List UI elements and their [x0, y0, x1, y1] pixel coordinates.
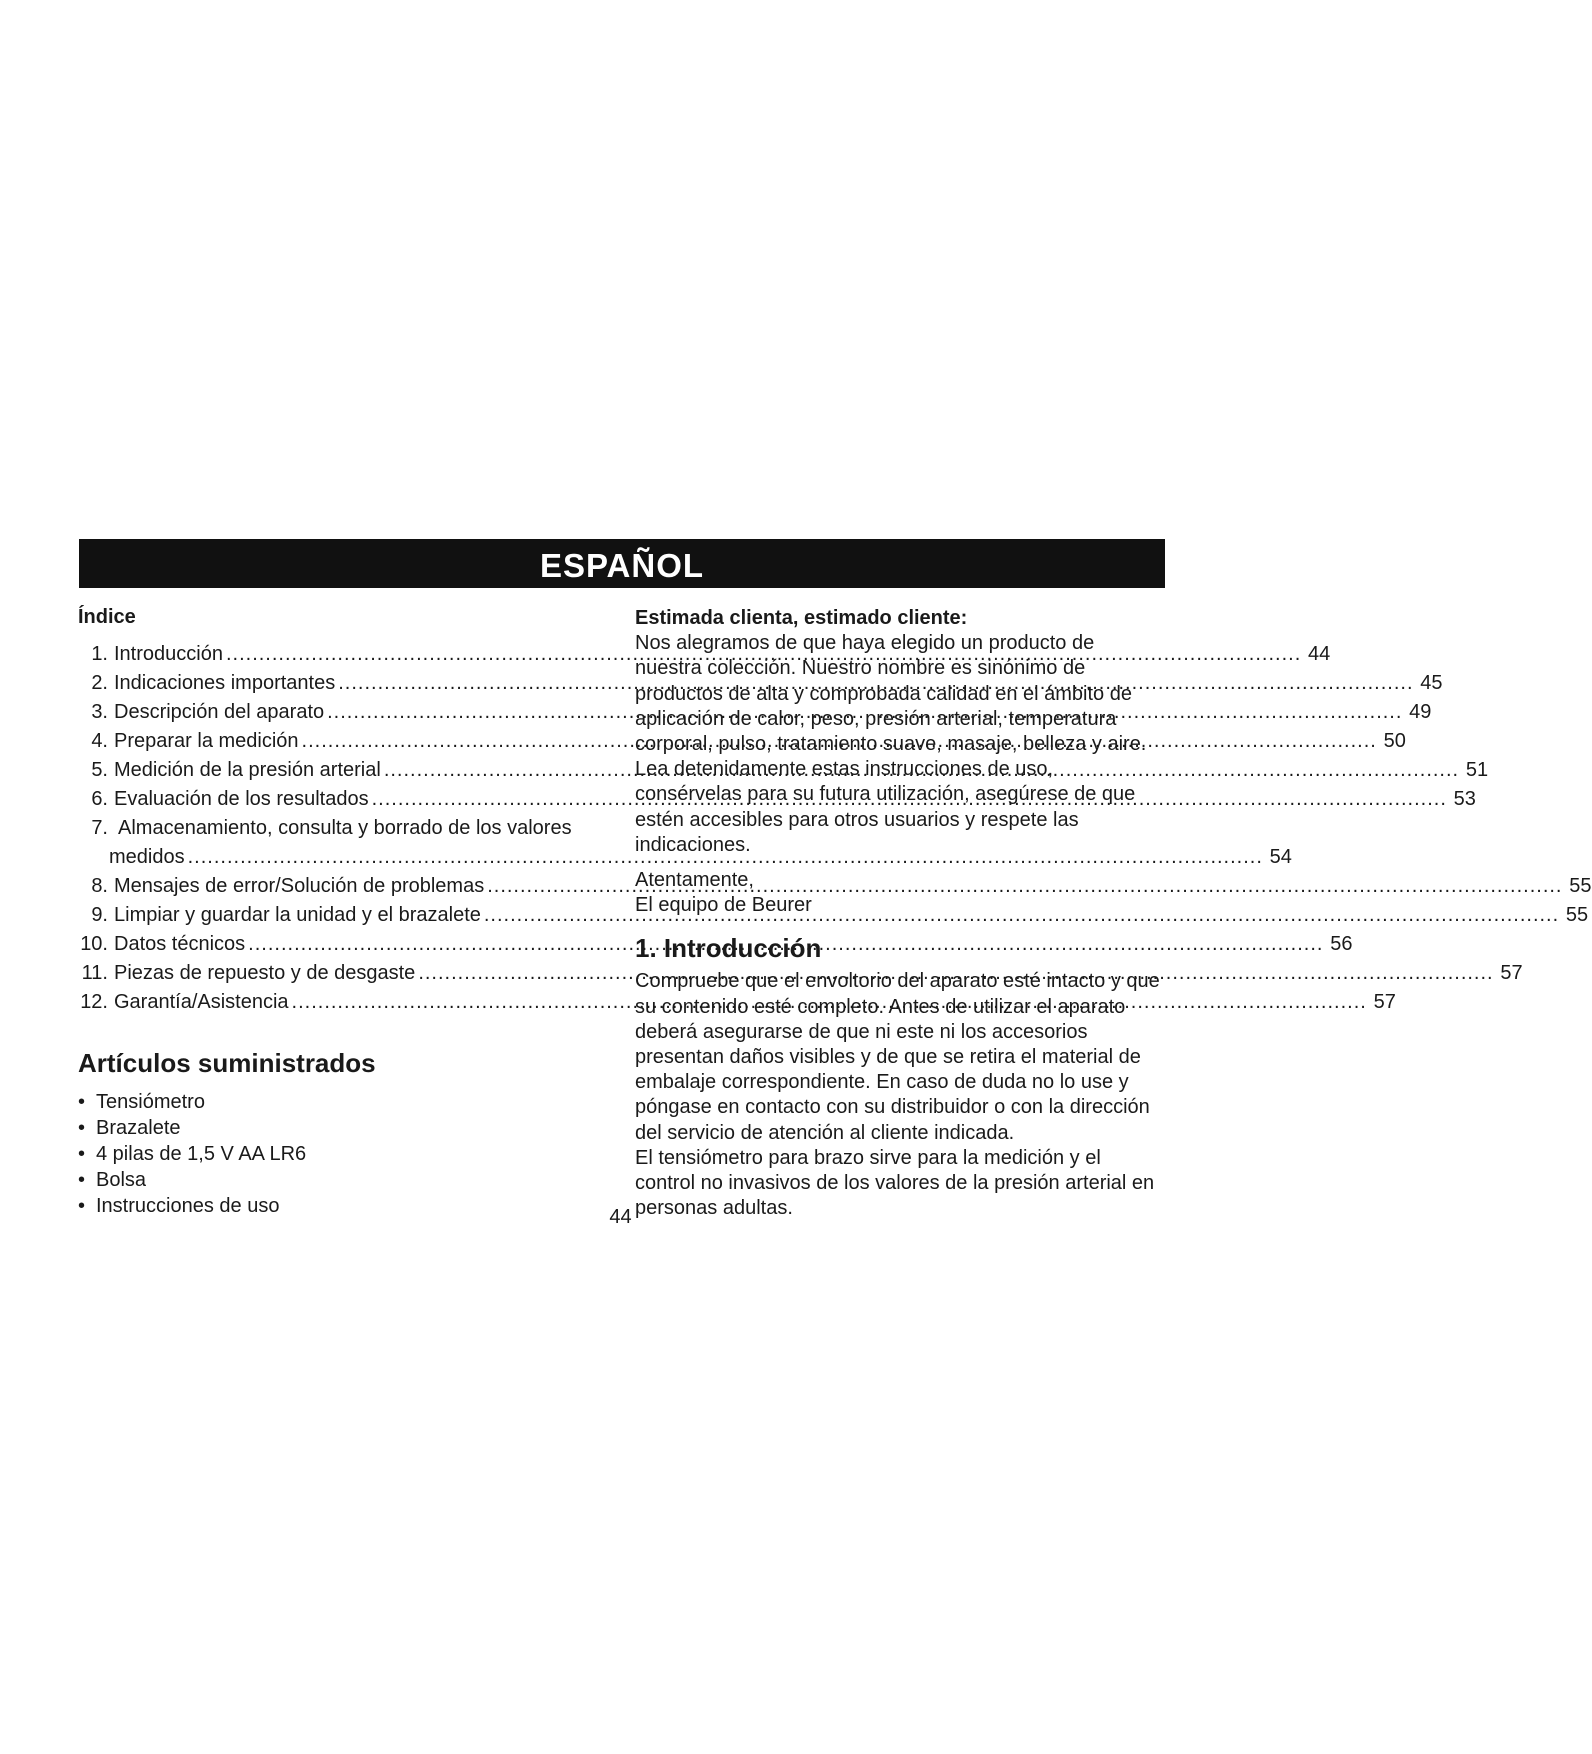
- intro-paragraph-2: El tensiómetro para brazo sirve para la medición y el control no invasivos de los valores de la presión arterial en personas adultas.: [635, 1146, 1155, 1220]
- letter-closing: Atentamente,: [635, 869, 754, 892]
- supplied-items-heading: Artículos suministrados: [78, 1048, 376, 1078]
- toc-item-number: 5.: [91, 759, 108, 781]
- list-item-text: Bolsa: [96, 1169, 147, 1191]
- toc-item-number: 11.: [81, 962, 108, 984]
- toc-item-page: 49: [1409, 701, 1432, 723]
- letter-body: Nos alegramos de que haya elegido un producto de nuestra colección. Nuestro nombre es sinónimo de productos de alta y comprobada calidad en el ámbito de aplicación de calor, peso, presión arterial, temperatura corporal, pulso, tratamiento suave, masaje, belleza y aire. Lea detenidamente estas instrucciones de uso, consérvelas para su futura utilización, asegúrese de que estén accesibles para otros usuarios y respete las indicaciones.: [635, 632, 1147, 856]
- toc-item-page: 57: [1373, 991, 1396, 1013]
- list-item: [78, 1089, 598, 1115]
- toc-item-number: 10.: [80, 933, 108, 955]
- toc-item-label: Descripción del aparato: [114, 701, 325, 723]
- toc-item-label: Preparar la medición: [114, 730, 299, 752]
- bullet-icon: •: [78, 1143, 86, 1165]
- bullet-icon: •: [78, 1091, 86, 1113]
- list-item: [78, 1115, 598, 1141]
- toc-item-page: 55: [1565, 904, 1589, 926]
- bullet-icon: •: [78, 1117, 86, 1139]
- toc-item-label: Indicaciones importantes: [114, 672, 336, 694]
- toc-item-label: Evaluación de los resultados: [114, 788, 369, 810]
- toc-item-page: 57: [1500, 962, 1523, 984]
- toc-item-evaluacion[interactable]: [78, 785, 1476, 814]
- toc-item-label: Introducción: [114, 643, 223, 665]
- toc-item-label: Limpiar y guardar la unidad y el brazalete: [114, 904, 481, 926]
- toc-item-number: 6.: [91, 788, 108, 810]
- toc-item-medicion[interactable]: [78, 756, 1489, 785]
- toc-item-number: 4.: [91, 730, 108, 752]
- toc-item-label: Mensajes de error/Solución de problemas: [114, 875, 485, 897]
- letter-signature: El equipo de Beurer: [635, 894, 812, 917]
- language-banner: [79, 539, 1165, 588]
- toc-item-number: 12.: [80, 991, 108, 1013]
- toc-item-label-continued: medidos: [109, 846, 185, 868]
- toc-item-number: 9.: [91, 904, 108, 926]
- right-column: [635, 606, 1161, 1221]
- toc-item-indicaciones[interactable]: [78, 669, 1443, 698]
- list-item: [78, 1141, 598, 1167]
- toc-item-page: 51: [1465, 759, 1489, 781]
- list-item-text: Instrucciones de uso: [96, 1195, 280, 1217]
- toc-item-number: 3.: [91, 701, 108, 723]
- toc-item-page: 50: [1383, 730, 1406, 752]
- bullet-icon: •: [78, 1195, 86, 1217]
- supplied-items-list: [78, 1089, 598, 1219]
- toc-item-label: Piezas de repuesto y de desgaste: [114, 962, 416, 984]
- list-item: [78, 1167, 598, 1193]
- list-item-text: Tensiómetro: [96, 1091, 205, 1113]
- toc-item-label: Medición de la presión arterial: [114, 759, 381, 781]
- toc-item-number: 8.: [91, 875, 108, 897]
- section-title-introduccion: 1. Introducción: [635, 933, 822, 964]
- toc-item-garantia[interactable]: [78, 988, 1396, 1017]
- toc-item-preparar[interactable]: [78, 727, 1406, 756]
- toc-item-number: 2.: [91, 672, 108, 694]
- banner-title: ESPAÑOL: [539, 546, 705, 584]
- toc-item-page: 55: [1569, 875, 1592, 897]
- toc-item-number: 1.: [91, 643, 108, 665]
- toc-item-label: Garantía/Asistencia: [114, 991, 289, 1013]
- toc-item-descripcion[interactable]: [78, 698, 1432, 727]
- toc-item-label: Datos técnicos: [114, 933, 246, 955]
- toc-item-number: 7.: [91, 817, 108, 839]
- toc-item-label: Almacenamiento, consulta y borrado de los valores: [118, 817, 572, 839]
- toc-item-almacenamiento[interactable]: [78, 814, 1292, 872]
- list-item-text: Brazalete: [96, 1117, 181, 1139]
- bullet-icon: •: [78, 1169, 86, 1191]
- toc-item-page: 45: [1420, 672, 1443, 694]
- toc-item-page: 53: [1453, 788, 1476, 810]
- toc-item-page: 54: [1269, 846, 1292, 868]
- toc-item-introduccion[interactable]: [78, 640, 1331, 669]
- page-number: 44: [609, 1206, 632, 1228]
- toc-item-piezas[interactable]: [78, 959, 1523, 988]
- toc-item-page: 44: [1308, 643, 1331, 665]
- intro-paragraph-1: Compruebe que el envoltorio del aparato esté intacto y que su contenido esté completo. Antes de utilizar el aparato deberá asegurarse de que ni este ni los accesorios presentan daños visibles y de que se retira el material de embalaje correspondiente. En caso de duda no lo use y póngase en contacto con su distribuidor o con la dirección del servicio de atención al cliente indicada.: [635, 970, 1160, 1144]
- toc-item-page: 56: [1330, 933, 1353, 955]
- letter-greeting: Estimada clienta, estimado cliente:: [635, 607, 968, 629]
- toc-heading: Índice: [78, 606, 136, 628]
- list-item-text: 4 pilas de 1,5 V AA LR6: [96, 1143, 307, 1165]
